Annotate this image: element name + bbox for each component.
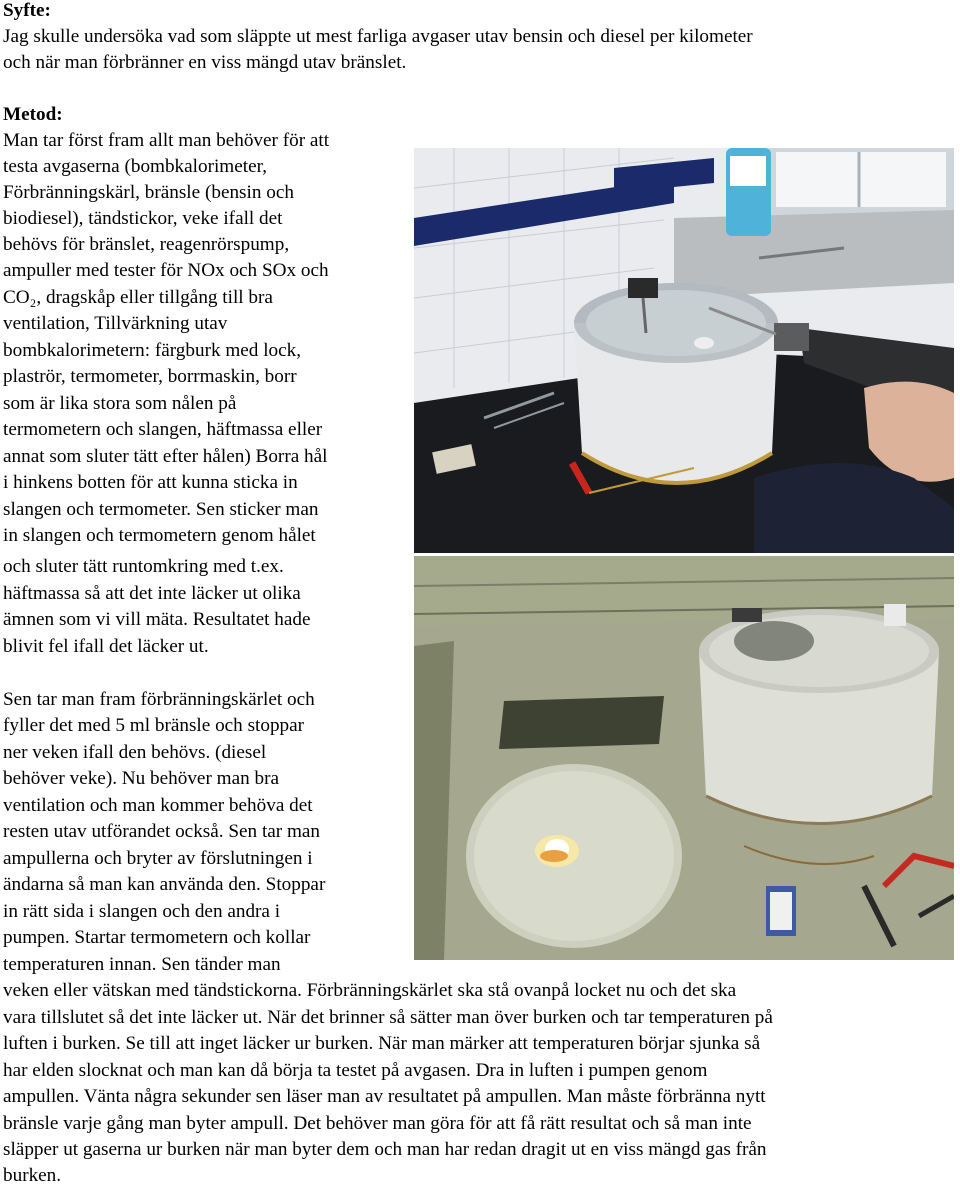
metod-line: termometern och slangen, häftmassa eller <box>3 419 323 440</box>
metod-line: ampullerna och bryter av förslutningen i <box>3 848 313 869</box>
metod-line: in slangen och termometern genom hålet <box>3 525 316 546</box>
metod-line: som är lika stora som nålen på <box>3 393 237 414</box>
metod-line: annat som sluter tätt efter hålen) Borra hål <box>3 446 328 467</box>
metod-line: har elden slocknat och man kan då börja ta testet på avgasen. Dra in luften i pumpen genom <box>3 1060 708 1081</box>
metod-line: luften i burken. Se till att inget läcker ur burken. När man märker att temperaturen börjar sjunka så <box>3 1033 761 1054</box>
photo-calorimeter-with-burner-icon <box>414 556 954 960</box>
metod-line: bränsle varje gång man byter ampull. Det behöver man göra för att få rätt resultat och så man inte <box>3 1113 752 1134</box>
metod-line: biodiesel), tändstickor, veke ifall det <box>3 208 283 229</box>
metod-heading: Metod: <box>3 104 63 125</box>
metod-line: burken. <box>3 1165 62 1184</box>
metod-line: plaströr, termometer, borrmaskin, borr <box>3 366 297 387</box>
metod-line: ventilation, Tillvärkning utav <box>3 313 228 334</box>
metod-line: Förbränningskärl, bränsle (bensin och <box>3 182 294 203</box>
syfte-line: och när man förbränner en viss mängd utav bränslet. <box>3 52 407 73</box>
metod-line: Man tar först fram allt man behöver för att <box>3 130 330 151</box>
metod-line: behöver veke). Nu behöver man bra <box>3 768 279 789</box>
metod-line: behövs för bränslet, reagenrörspump, <box>3 234 290 255</box>
photo-calorimeter-with-torch-icon <box>414 148 954 553</box>
metod-line: Sen tar man fram förbränningskärlet och <box>3 689 315 710</box>
metod-line: slangen och termometer. Sen sticker man <box>3 499 319 520</box>
metod-line: och sluter tätt runtomkring med t.ex. <box>3 556 284 577</box>
metod-line: släpper ut gaserna ur burken när man byter dem och man har redan dragit ut en viss mängd gas från <box>3 1139 767 1160</box>
metod-line: ampuller med tester för NOx och SOx och <box>3 260 329 281</box>
metod-line: in rätt sida i slangen och den andra i <box>3 901 281 922</box>
metod-line: vara tillslutet så det inte läcker ut. När det brinner så sätter man över burken och tar temperaturen på <box>3 1007 773 1028</box>
metod-line: pumpen. Startar termometern och kollar <box>3 927 311 948</box>
syfte-heading: Syfte: <box>3 0 51 21</box>
metod-line: temperaturen innan. Sen tänder man <box>3 954 281 975</box>
metod-line: ampullen. Vänta några sekunder sen läser man av resultatet på ampullen. Man måste förbränna nytt <box>3 1086 766 1107</box>
metod-line: häftmassa så att det inte läcker ut olika <box>3 583 301 604</box>
metod-line: testa avgaserna (bombkalorimeter, <box>3 156 268 177</box>
metod-line: blivit fel ifall det läcker ut. <box>3 636 209 657</box>
metod-line: bombkalorimetern: färgburk med lock, <box>3 340 302 361</box>
metod-line: ändarna så man kan använda den. Stoppar <box>3 874 326 895</box>
metod-line: veken eller vätskan med tändstickorna. Förbränningskärlet ska stå ovanpå locket nu och det ska <box>3 980 737 1001</box>
metod-line: ner veken ifall den behövs. (diesel <box>3 742 267 763</box>
metod-line: CO₂, dragskåp eller tillgång till bra <box>3 287 273 308</box>
metod-line: ventilation och man kommer behöva det <box>3 795 313 816</box>
metod-line: ämnen som vi vill mäta. Resultatet hade <box>3 609 311 630</box>
metod-line: i hinkens botten för att kunna sticka in <box>3 472 298 493</box>
syfte-line: Jag skulle undersöka vad som släppte ut mest farliga avgaser utav bensin och diesel per kilometer <box>3 26 753 47</box>
metod-line: fyller det med 5 ml bränsle och stoppar <box>3 715 305 736</box>
metod-line: resten utav utförandet också. Sen tar man <box>3 821 321 842</box>
